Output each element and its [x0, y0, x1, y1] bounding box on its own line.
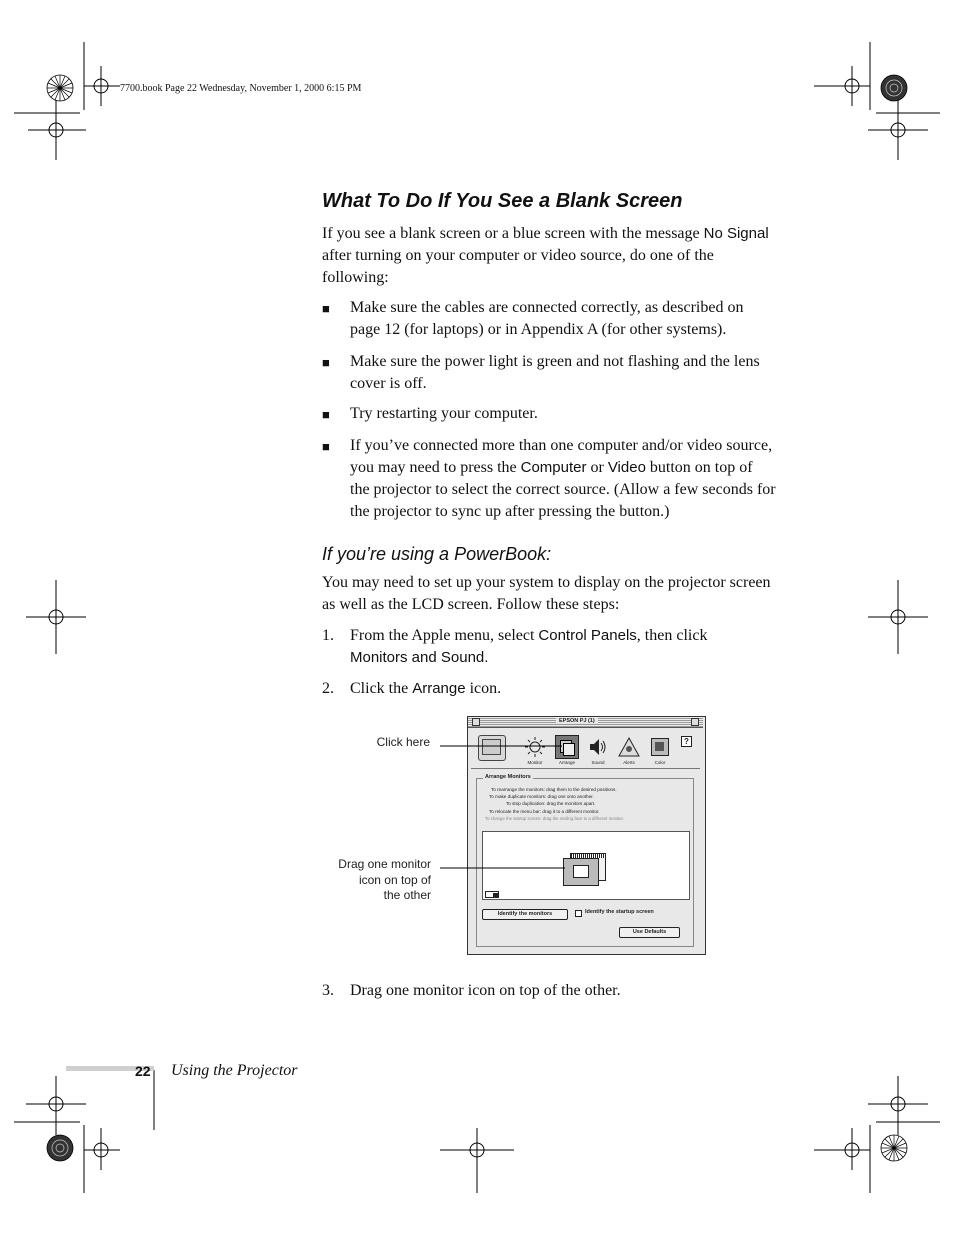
step-number: 1.: [322, 627, 334, 644]
sound-tab-icon[interactable]: [587, 736, 609, 758]
bullet-line: cover is off.: [350, 375, 427, 392]
step-number: 3.: [322, 982, 334, 999]
instruction-line: To change the startup screen: drag the smiling face to a different monitor.: [485, 815, 624, 821]
bullet-item: [350, 297, 790, 341]
callout-line: the other: [383, 888, 431, 902]
powerbook-intro-line: You may need to set up your system to display on the projector screen: [322, 574, 771, 591]
arrange-tab-icon[interactable]: [555, 735, 579, 759]
ui-arrange: Arrange: [412, 680, 466, 697]
bullet-line: the projector to select the correct source. (Allow a few seconds for: [350, 481, 776, 498]
bullet-line: Try restarting your computer.: [350, 405, 538, 422]
step-item: Drag one monitor icon on top of the other.: [350, 982, 621, 999]
sound-tab-label: Sound: [591, 760, 605, 765]
help-button[interactable]: ?: [681, 736, 692, 747]
bullet-glyph: ■: [322, 355, 330, 370]
bullet-item: [350, 403, 790, 425]
group-title: Arrange Monitors: [485, 774, 531, 780]
step-text: Click the: [350, 680, 413, 697]
step-text: From the Apple menu, select: [350, 627, 539, 644]
arrange-tab-label: Arrange: [558, 760, 575, 765]
callout-line: Drag one monitor: [338, 857, 431, 871]
powerbook-intro-line: as well as the LCD screen. Follow these steps:: [322, 596, 620, 613]
intro-paragraph: [322, 223, 792, 289]
bullet-line: page 12 (for laptops) or in Appendix A (for other systems).: [350, 321, 727, 338]
monitor-icon-front[interactable]: [563, 858, 599, 886]
instructions: [485, 786, 691, 822]
callout-line: icon on top of: [358, 872, 431, 887]
footer-section: Using the Projector: [171, 1062, 298, 1079]
powerbook-intro: [322, 572, 792, 616]
monitor-tab-label: Monitor: [527, 760, 543, 765]
alerts-tab-icon[interactable]: [618, 736, 640, 758]
bullet-text: or: [586, 459, 608, 476]
bullet-text: button on top of: [645, 459, 753, 476]
color-tab-label: Color: [654, 760, 666, 765]
callout-drag: [300, 857, 431, 904]
window-title: EPSON PJ (1): [556, 718, 598, 724]
callout-click-here: Click here: [376, 735, 430, 749]
bullet-item: [350, 435, 790, 523]
arrange-area[interactable]: [482, 831, 690, 900]
step-text: , then click: [636, 627, 708, 644]
intro-line-2: after turning on your computer or video source, do one of the: [322, 247, 714, 264]
section-title: What To Do If You See a Blank Screen: [322, 190, 683, 212]
close-box[interactable]: [472, 718, 480, 726]
ui-monitors-and-sound: Monitors and Sound.: [350, 649, 489, 666]
alerts-tab-label: Alerts: [623, 760, 635, 765]
intro-line-3: following:: [322, 269, 389, 286]
file-info: 7700.book Page 22 Wednesday, November 1, 2000 6:15 PM: [120, 83, 362, 94]
bullet-line: If you’ve connected more than one computer and/or video source,: [350, 437, 773, 454]
bullet-item: [350, 351, 790, 395]
bullet-glyph: ■: [322, 439, 330, 454]
identify-startup-label: Identify the startup screen: [585, 909, 654, 915]
bullet-line: [350, 457, 790, 479]
bullet-line: Make sure the cables are connected correctly, as described on: [350, 299, 744, 316]
step-text: icon.: [465, 680, 502, 697]
bullet-line: the projector to sync up after pressing the button.): [350, 503, 670, 520]
smiling-face-icon[interactable]: [485, 891, 499, 898]
step-item: [350, 678, 790, 700]
monitor-tab-icon[interactable]: [524, 736, 546, 758]
page-number: 22: [135, 1063, 151, 1079]
monitors-sound-window: [467, 716, 706, 955]
step-number: 2.: [322, 680, 334, 697]
identify-monitors-button[interactable]: Identify the monitors: [482, 909, 568, 920]
window-title-bar[interactable]: [468, 717, 703, 728]
bullet-text: you may need to press the: [350, 459, 521, 476]
instruction-line: To stop duplication: drag the monitors apart.: [506, 801, 596, 807]
color-tab-icon[interactable]: [649, 736, 671, 758]
intro-text: If you see a blank screen or a blue screen with the message: [322, 225, 704, 242]
use-defaults-button[interactable]: Use Defaults: [619, 927, 680, 938]
instruction-line: To rearrange the monitors: drag them to the desired positions.: [491, 787, 617, 792]
toolbar-divider: [471, 768, 700, 769]
bullet-glyph: ■: [322, 301, 330, 316]
bullet-line: Make sure the power light is green and not flashing and the lens: [350, 353, 760, 370]
bullet-glyph: ■: [322, 407, 330, 422]
ui-video: Video: [607, 459, 646, 476]
ui-no-signal: No Signal: [703, 225, 769, 242]
identify-startup-checkbox[interactable]: [575, 910, 582, 917]
ui-control-panels: Control Panels: [538, 627, 637, 644]
instruction-line: To relocate the menu bar: drag it to a different monitor.: [489, 808, 600, 814]
instruction-line: To make duplicate monitors: drag one onto another.: [489, 794, 594, 800]
zoom-box[interactable]: [691, 718, 699, 726]
ui-computer: Computer: [520, 459, 587, 476]
step-item: [350, 625, 790, 669]
powerbook-heading: If you’re using a PowerBook:: [322, 544, 552, 564]
arrange-monitors-group: [476, 774, 694, 947]
monitor-graphic-icon: [478, 735, 506, 761]
